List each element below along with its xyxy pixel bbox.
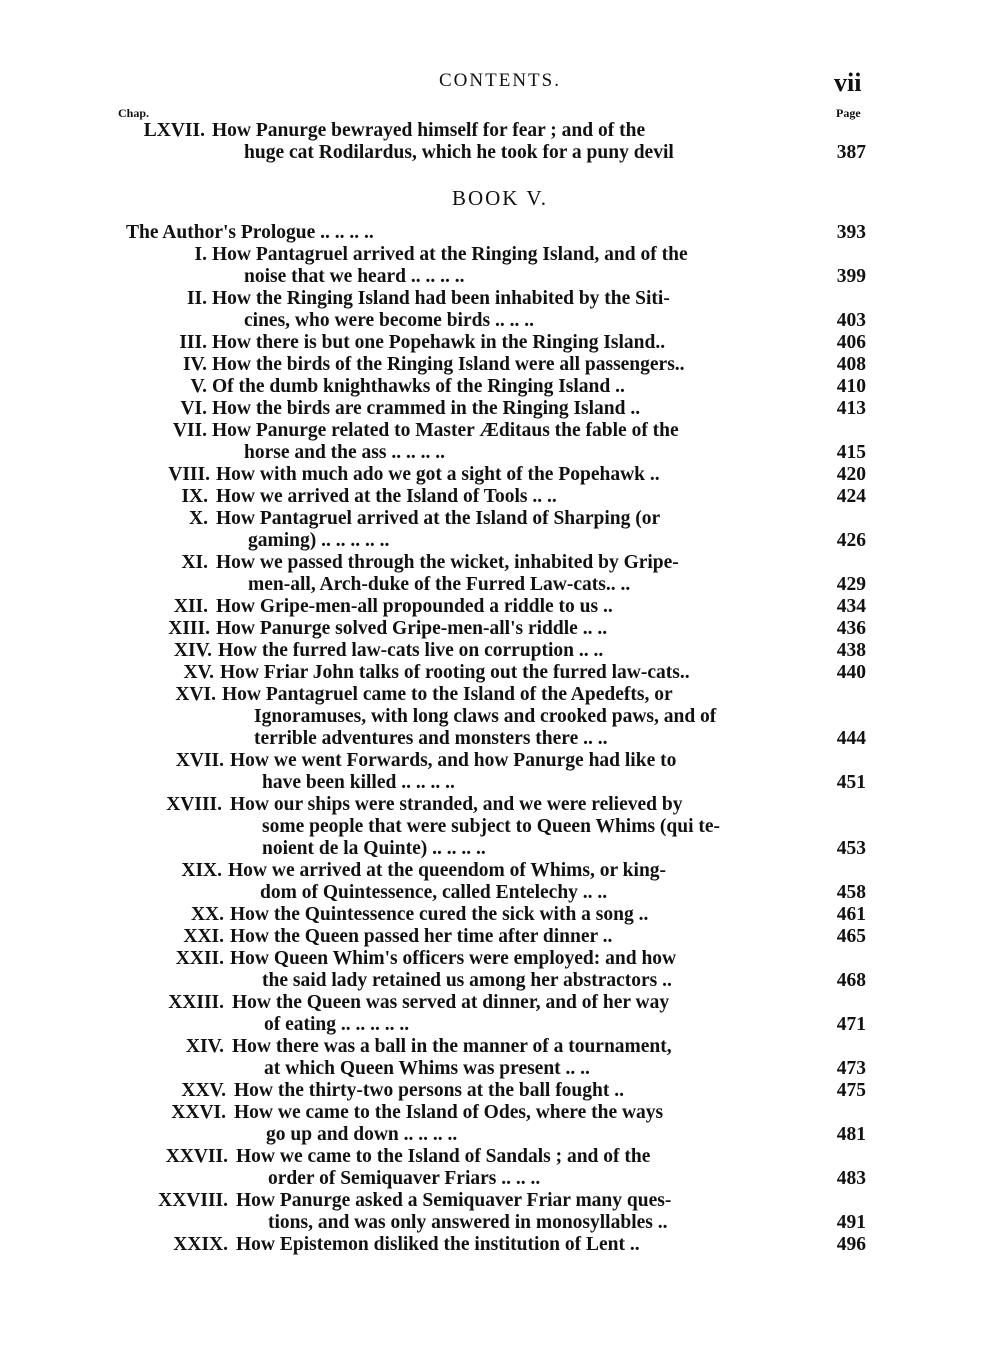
chapter-number: XXVIII. bbox=[158, 1190, 228, 1211]
chapter-title-line: have been killed .. .. .. .. bbox=[262, 772, 455, 793]
chapter-title bbox=[236, 1190, 671, 1234]
chapter-title-line: How the birds are crammed in the Ringing Island .. bbox=[212, 398, 641, 419]
contents-entry bbox=[0, 904, 1000, 926]
chapter-number: XVIII. bbox=[166, 794, 222, 815]
chapter-title-line: How the Queen passed her time after dinner .. bbox=[230, 926, 613, 947]
page-number: 481 bbox=[836, 1124, 866, 1145]
page-number: 387 bbox=[836, 142, 866, 163]
chapter-title bbox=[230, 948, 676, 992]
chapter-title-line: order of Semiquaver Friars .. .. .. bbox=[268, 1168, 541, 1189]
running-title: CONTENTS. bbox=[439, 70, 561, 91]
contents-entry bbox=[0, 222, 1000, 244]
chapter-title-line: How Pantagruel arrived at the Island of Sharping (or bbox=[216, 508, 661, 529]
chapter-title bbox=[230, 750, 676, 794]
contents-entry bbox=[0, 464, 1000, 486]
chapter-title-line: at which Queen Whims was present .. .. bbox=[264, 1058, 590, 1079]
chapter-title-line: noient de la Quinte) .. .. .. .. bbox=[262, 838, 486, 859]
chapter-title bbox=[236, 1234, 640, 1256]
chapter-title-line: How we arrived at the Island of Tools .. .. bbox=[216, 486, 557, 507]
chapter-title-line: Ignoramuses, with long claws and crooked paws, and of bbox=[254, 706, 717, 727]
chapter-title bbox=[212, 120, 674, 164]
chapter-number: II. bbox=[186, 288, 207, 309]
page-number: 475 bbox=[836, 1080, 866, 1101]
chapter-title bbox=[212, 288, 670, 332]
chapter-title-line: How the furred law-cats live on corruption .. .. bbox=[218, 640, 604, 661]
page-number: 444 bbox=[836, 728, 866, 749]
page-number: 451 bbox=[836, 772, 866, 793]
contents-entry bbox=[0, 1190, 1000, 1234]
page-number: 406 bbox=[836, 332, 866, 353]
chapter-number: IV. bbox=[182, 354, 207, 375]
chapter-title-line: How we passed through the wicket, inhabited by Gripe- bbox=[216, 552, 679, 573]
contents-entry bbox=[0, 120, 1000, 164]
chapter-title bbox=[212, 354, 685, 376]
chapter-number: V. bbox=[190, 376, 207, 397]
chapter-number: XIV. bbox=[173, 640, 212, 661]
chapter-title-line: How we arrived at the queendom of Whims, or king- bbox=[228, 860, 667, 881]
contents-entry bbox=[0, 992, 1000, 1036]
page-number: 440 bbox=[836, 662, 866, 683]
contents-entry bbox=[0, 244, 1000, 288]
chapter-number: XXII. bbox=[175, 948, 224, 969]
chapter-number: XXIX. bbox=[173, 1234, 228, 1255]
contents-entry bbox=[0, 1234, 1000, 1256]
page-number: 426 bbox=[836, 530, 866, 551]
page-number: 420 bbox=[836, 464, 866, 485]
contents-entry bbox=[0, 1146, 1000, 1190]
chapter-title-line: How Panurge bewrayed himself for fear ; and of the bbox=[212, 120, 646, 141]
page-number: 468 bbox=[836, 970, 866, 991]
chapter-title-line: How the Quintessence cured the sick with a song .. bbox=[230, 904, 649, 925]
chapter-number: XXV. bbox=[181, 1080, 226, 1101]
chapter-title-line: men-all, Arch-duke of the Furred Law-cats.. .. bbox=[248, 574, 631, 595]
chapter-title-line: How we came to the Island of Sandals ; and of the bbox=[236, 1146, 651, 1167]
contents-entry bbox=[0, 794, 1000, 860]
chapter-title bbox=[216, 618, 607, 640]
chapter-title-line: cines, who were become birds .. .. .. bbox=[244, 310, 534, 331]
page-number: 458 bbox=[836, 882, 866, 903]
page-number: 438 bbox=[836, 640, 866, 661]
page-number: 465 bbox=[836, 926, 866, 947]
chapter-number: XIX. bbox=[181, 860, 222, 881]
contents-entry bbox=[0, 376, 1000, 398]
chapter-title bbox=[232, 1036, 672, 1080]
chapter-title-line: horse and the ass .. .. .. .. bbox=[244, 442, 445, 463]
contents-entry bbox=[0, 926, 1000, 948]
chapter-title bbox=[216, 508, 660, 552]
chapter-title bbox=[212, 420, 679, 464]
chapter-title-line: How we came to the Island of Odes, where the ways bbox=[234, 1102, 664, 1123]
chapter-title-line: How Panurge asked a Semiquaver Friar many ques- bbox=[236, 1190, 672, 1211]
chapter-number: XIV. bbox=[185, 1036, 224, 1057]
chapter-title bbox=[230, 926, 612, 948]
chapter-title-line: of eating .. .. .. .. .. bbox=[264, 1014, 410, 1035]
chapter-title-line: tions, and was only answered in monosyllables .. bbox=[268, 1212, 668, 1233]
chapter-column-label: Chap. bbox=[118, 106, 150, 120]
chapter-title-line: How Epistemon disliked the institution of Lent .. bbox=[236, 1234, 640, 1255]
page-number: 424 bbox=[836, 486, 866, 507]
chapter-title bbox=[126, 222, 374, 244]
chapter-title-line: Of the dumb knighthawks of the Ringing Island .. bbox=[212, 376, 625, 397]
chapter-title-line: How the thirty-two persons at the ball fought .. bbox=[234, 1080, 624, 1101]
chapter-title bbox=[222, 684, 716, 750]
chapter-title bbox=[232, 992, 669, 1036]
page-number: 483 bbox=[836, 1168, 866, 1189]
page-number: 399 bbox=[836, 266, 866, 287]
contents-entry bbox=[0, 750, 1000, 794]
chapter-number: XVI. bbox=[175, 684, 216, 705]
chapter-number: XVII. bbox=[175, 750, 224, 771]
chapter-title bbox=[216, 596, 613, 618]
chapter-title-line: How Panurge solved Gripe-men-all's riddle .. .. bbox=[216, 618, 608, 639]
chapter-number: LXVII. bbox=[143, 120, 205, 141]
chapter-title bbox=[216, 552, 679, 596]
chapter-number: X. bbox=[189, 508, 208, 529]
page-folio: vii bbox=[834, 68, 862, 97]
chapter-title bbox=[212, 376, 625, 398]
contents-entry bbox=[0, 486, 1000, 508]
chapter-number: XXVI. bbox=[171, 1102, 226, 1123]
chapter-number: XIII. bbox=[168, 618, 210, 639]
chapter-title bbox=[212, 332, 665, 354]
page-number: 408 bbox=[836, 354, 866, 375]
chapter-title bbox=[212, 398, 640, 420]
chapter-number: XV. bbox=[183, 662, 214, 683]
contents-entry bbox=[0, 398, 1000, 420]
chapter-number: XII. bbox=[173, 596, 208, 617]
page-number: 413 bbox=[836, 398, 866, 419]
chapter-number: III. bbox=[179, 332, 207, 353]
page-number: 393 bbox=[836, 222, 866, 243]
chapter-title bbox=[220, 662, 690, 684]
chapter-title bbox=[234, 1080, 624, 1102]
contents-entry bbox=[0, 662, 1000, 684]
page-number: 453 bbox=[836, 838, 866, 859]
page-number: 429 bbox=[836, 574, 866, 595]
contents-entry bbox=[0, 354, 1000, 376]
chapter-number: I. bbox=[194, 244, 207, 265]
page-number: 491 bbox=[836, 1212, 866, 1233]
chapter-title-line: terrible adventures and monsters there .. .. bbox=[254, 728, 608, 749]
page-number: 461 bbox=[836, 904, 866, 925]
page-number: 410 bbox=[836, 376, 866, 397]
page-number: 403 bbox=[836, 310, 866, 331]
chapter-title-line: The Author's Prologue .. .. .. .. bbox=[126, 222, 374, 243]
chapter-title-line: huge cat Rodilardus, which he took for a puny devil bbox=[244, 142, 674, 163]
chapter-title-line: How the Ringing Island had been inhabited by the Siti- bbox=[212, 288, 670, 309]
chapter-number: XXIII. bbox=[168, 992, 224, 1013]
chapter-title-line: How Gripe-men-all propounded a riddle to us .. bbox=[216, 596, 613, 617]
contents-entry bbox=[0, 420, 1000, 464]
chapter-title bbox=[212, 244, 688, 288]
chapter-title-line: How Queen Whim's officers were employed: and how bbox=[230, 948, 677, 969]
chapter-title-line: dom of Quintessence, called Entelechy .. .. bbox=[260, 882, 608, 903]
chapter-title bbox=[228, 860, 666, 904]
chapter-title-line: How there is but one Popehawk in the Ringing Island.. bbox=[212, 332, 666, 353]
page-number: 415 bbox=[836, 442, 866, 463]
page-number: 496 bbox=[836, 1234, 866, 1255]
page-number: 471 bbox=[836, 1014, 866, 1035]
chapter-title bbox=[218, 640, 603, 662]
page-number: 434 bbox=[836, 596, 866, 617]
chapter-title-line: How the Queen was served at dinner, and of her way bbox=[232, 992, 670, 1013]
chapter-title-line: noise that we heard .. .. .. .. bbox=[244, 266, 465, 287]
chapter-title-line: some people that were subject to Queen Whims (qui te- bbox=[262, 816, 721, 837]
chapter-number: XXI. bbox=[183, 926, 224, 947]
chapter-number: VII. bbox=[172, 420, 207, 441]
contents-entry bbox=[0, 1102, 1000, 1146]
page-number: 473 bbox=[836, 1058, 866, 1079]
chapter-title-line: How Pantagruel arrived at the Ringing Island, and of the bbox=[212, 244, 688, 265]
chapter-number: VI. bbox=[180, 398, 207, 419]
chapter-title bbox=[230, 904, 648, 926]
chapter-title-line: How Pantagruel came to the Island of the Apedefts, or bbox=[222, 684, 673, 705]
contents-entry bbox=[0, 332, 1000, 354]
chapter-title-line: How the birds of the Ringing Island were all passengers.. bbox=[212, 354, 685, 375]
chapter-number: VIII. bbox=[168, 464, 210, 485]
chapter-number: XI. bbox=[181, 552, 208, 573]
chapter-title-line: How we went Forwards, and how Panurge had like to bbox=[230, 750, 677, 771]
chapter-title-line: How our ships were stranded, and we were relieved by bbox=[230, 794, 683, 815]
chapter-title bbox=[236, 1146, 650, 1190]
contents-entry bbox=[0, 948, 1000, 992]
contents-entry bbox=[0, 1080, 1000, 1102]
contents-entry bbox=[0, 288, 1000, 332]
chapter-title-line: go up and down .. .. .. .. bbox=[266, 1124, 458, 1145]
chapter-number: IX. bbox=[181, 486, 208, 507]
chapter-title-line: gaming) .. .. .. .. .. bbox=[248, 530, 390, 551]
chapter-title-line: How with much ado we got a sight of the Popehawk .. bbox=[216, 464, 660, 485]
chapter-number: XX. bbox=[190, 904, 224, 925]
chapter-title bbox=[234, 1102, 663, 1146]
chapter-title-line: How Friar John talks of rooting out the furred law-cats.. bbox=[220, 662, 690, 683]
contents-entry bbox=[0, 684, 1000, 750]
book-heading: BOOK V. bbox=[451, 186, 549, 210]
chapter-number: XXVII. bbox=[165, 1146, 228, 1167]
chapter-title-line: How Panurge related to Master Æditaus the fable of the bbox=[212, 420, 679, 441]
page-column-label: Page bbox=[836, 106, 861, 120]
contents-entry bbox=[0, 618, 1000, 640]
chapter-title-line: the said lady retained us among her abstractors .. bbox=[262, 970, 672, 991]
chapter-title bbox=[216, 486, 557, 508]
contents-entry bbox=[0, 1036, 1000, 1080]
page-number: 436 bbox=[836, 618, 866, 639]
contents-entry bbox=[0, 860, 1000, 904]
chapter-title bbox=[230, 794, 720, 860]
contents-entry bbox=[0, 508, 1000, 552]
contents-entry bbox=[0, 596, 1000, 618]
chapter-title bbox=[216, 464, 660, 486]
contents-entry bbox=[0, 640, 1000, 662]
chapter-title-line: How there was a ball in the manner of a tournament, bbox=[232, 1036, 672, 1057]
contents-entry bbox=[0, 552, 1000, 596]
